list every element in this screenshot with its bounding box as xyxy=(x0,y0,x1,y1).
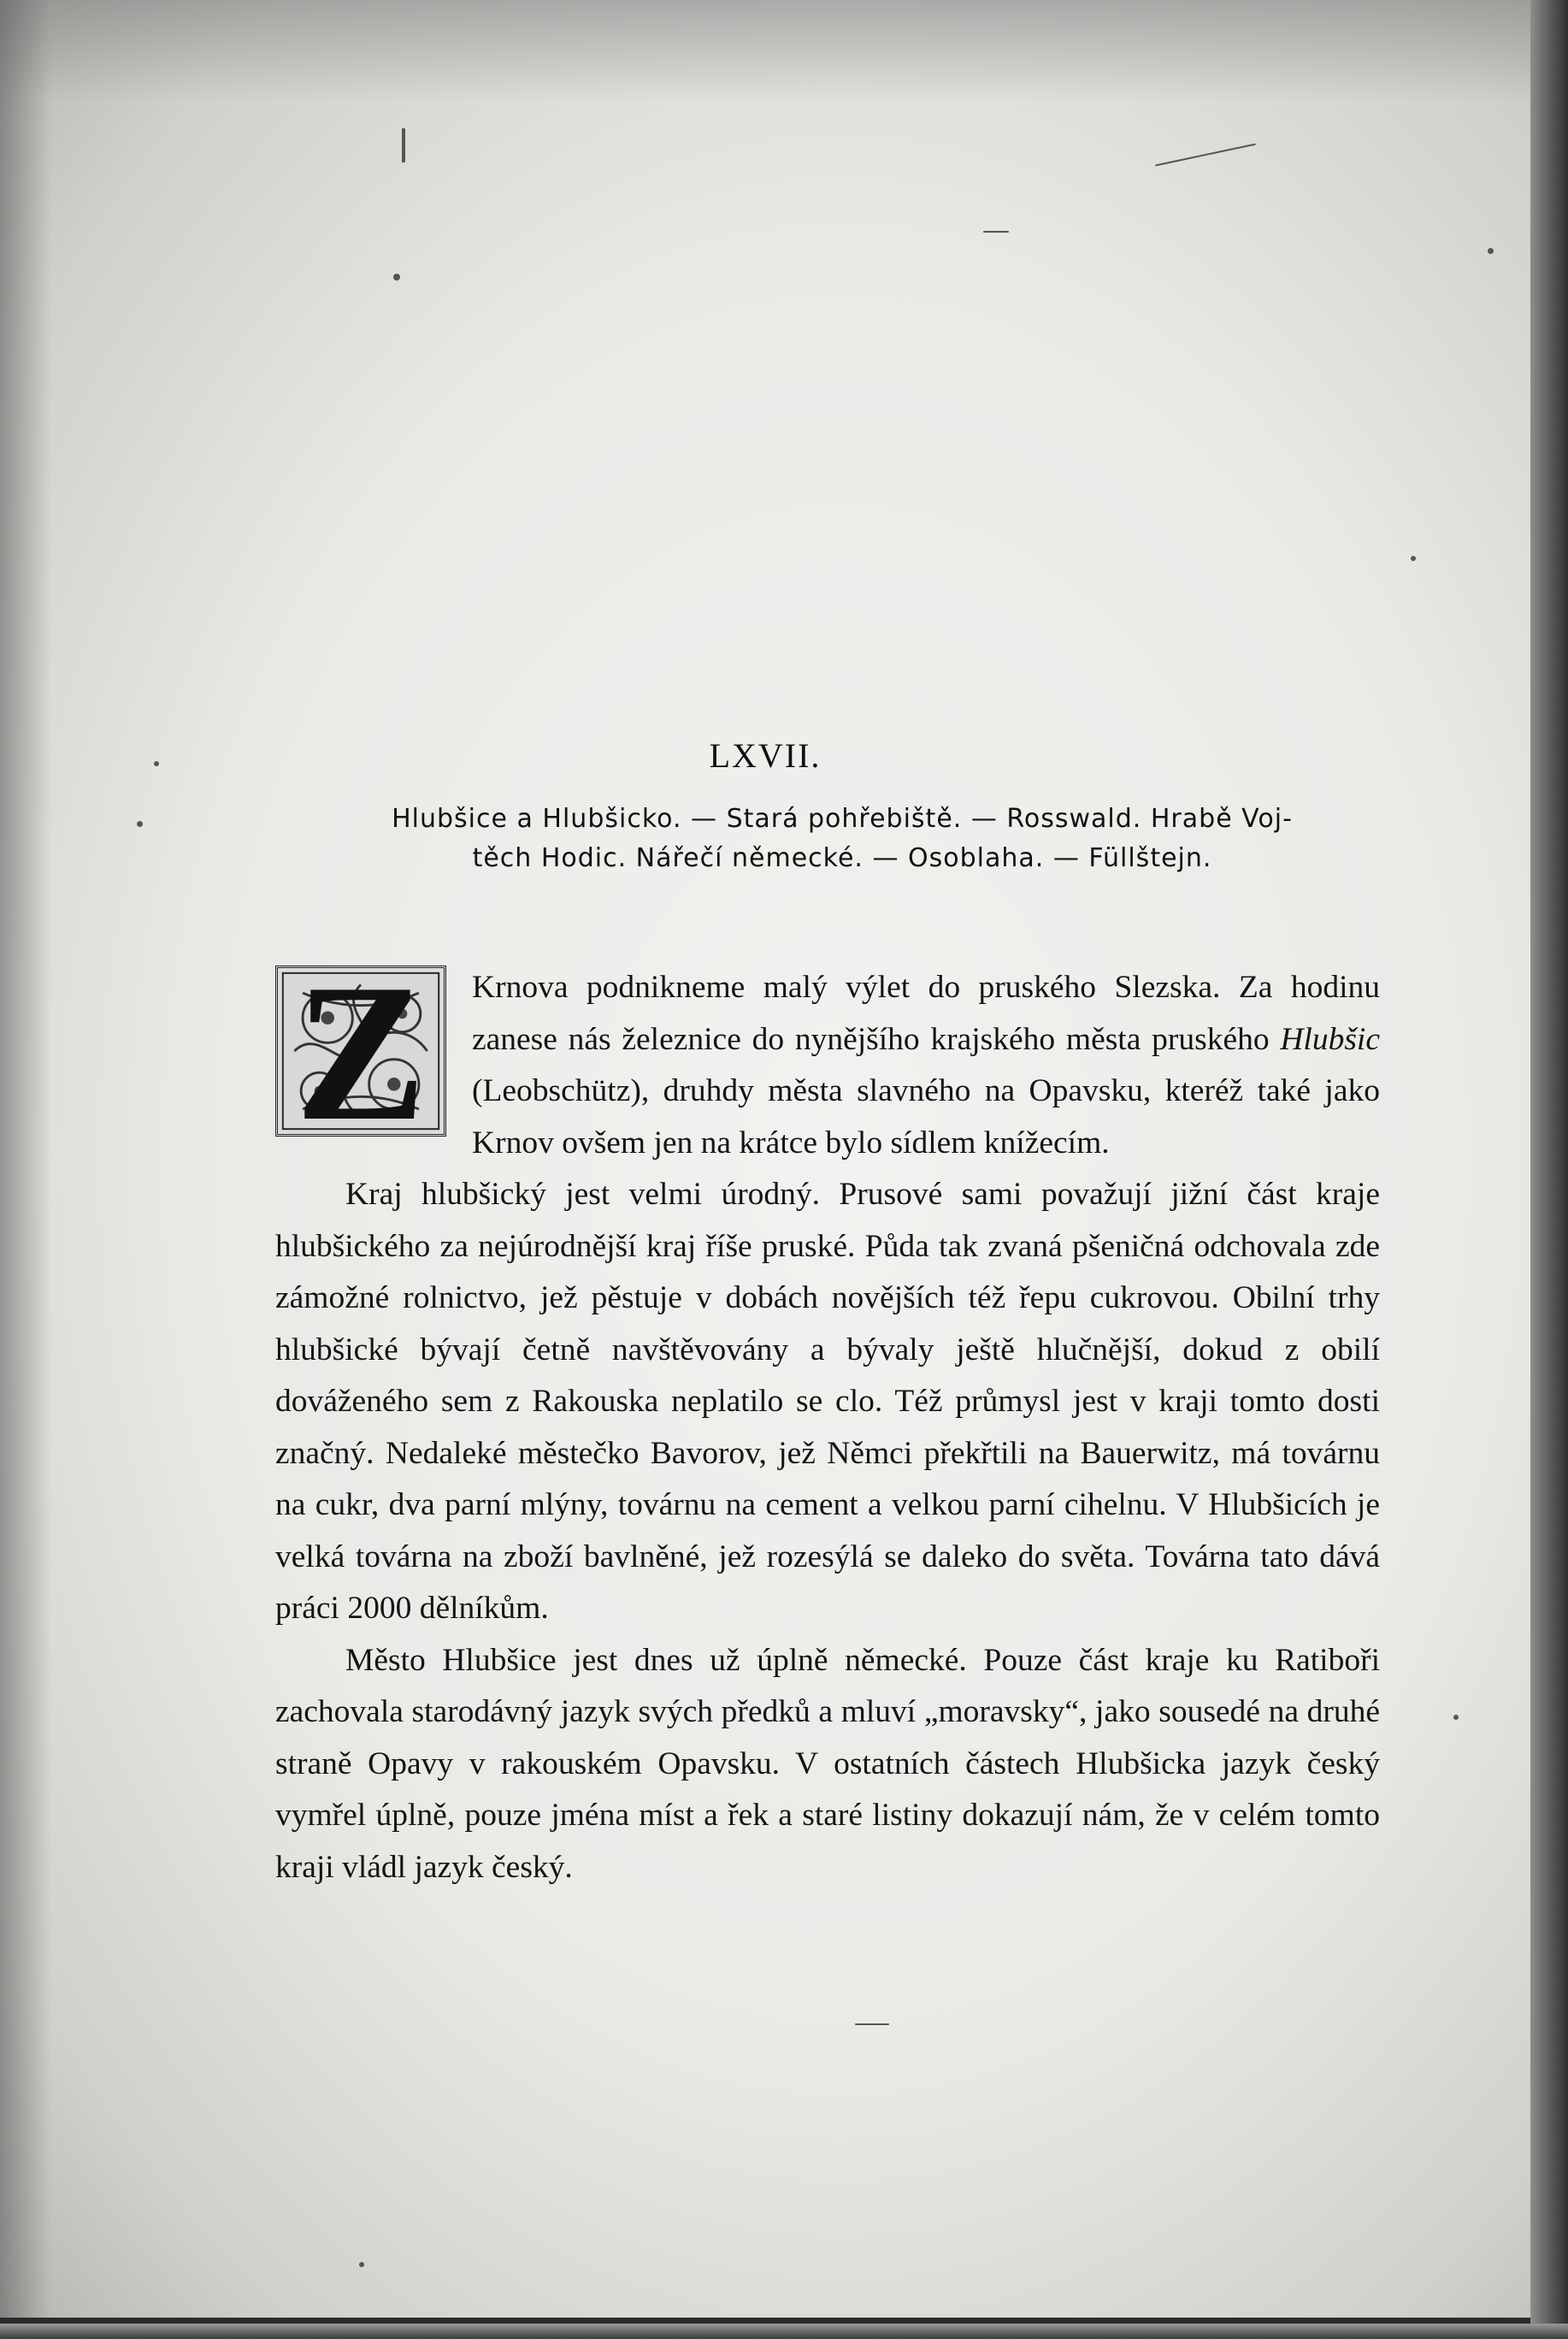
scan-speck xyxy=(1488,248,1494,254)
place-name-italic: Hlubšic xyxy=(1280,1021,1381,1057)
scan-speck xyxy=(1155,144,1256,167)
paragraph-2: Kraj hlubšický jest velmi úrodný. Prusové sami považují jižní část kraje hlubšického za nejúrodnější kraj říše pruské. Půda tak zvaná pšeničná odchovala zde zámožné rolnictvo, jež pěstuje v dobách novějších též řepu cukrovou. Obilní trhy hlubšické bývají četně navštěvovány a bývaly ještě hlučnější, dokud z obilí dováženého sem z Rakouska neplatilo se clo. Též průmysl jest v kraji tomto dosti značný. Nedaleké městečko Bavorov, jež Němci překřtili na Bauerwitz, má továrnu na cukr, dva parní mlýny, továrnu na cement a velkou parní cihelnu. V Hlubšicích je velká továrna na zboží bavlněné, jež rozesýlá se daleko do světa. Továrna tato dává práci 2000 dělníkům. xyxy=(275,1177,1380,1626)
scan-speck xyxy=(359,2262,364,2267)
scan-speck xyxy=(393,274,400,281)
scan-speck xyxy=(1411,556,1416,561)
chapter-subtitle xyxy=(274,800,1411,878)
scan-speck xyxy=(402,128,405,162)
paragraph-1 xyxy=(275,943,1381,1169)
scan-speck xyxy=(137,821,143,827)
chapter-number: LXVII. xyxy=(709,736,822,775)
ornamental-initial xyxy=(275,943,446,1161)
subtitle-line-2: těch Hodic. Nářečí německé. — Osoblaha. — Füllštejn. xyxy=(472,843,1212,873)
subtitle-line-1: Hlubšice a Hlubšicko. — Stará pohřebiště. — Rosswald. Hrabě Voj- xyxy=(392,804,1293,834)
chapter-body xyxy=(275,943,1381,1893)
scan-speck xyxy=(855,2023,889,2025)
scan-speck xyxy=(1453,1715,1459,1720)
paragraph-1-text-end: (Leobschütz), druhdy města slavného na Opavsku, kteréž také jako Krnov ovšem jen na krátce bylo sídlem knížecím. xyxy=(472,1073,1380,1161)
initial-letter: Z xyxy=(295,943,427,1161)
scan-speck xyxy=(983,231,1009,233)
paragraph-1-text-start: Krnova podnikneme malý výlet do pruského Slezska. Za hodinu zanese nás železnice do nynějšího krajského města pruského xyxy=(472,970,1380,1057)
paragraph-3: Město Hlubšice jest dnes už úplně německé. Pouze část kraje ku Ratiboři zachovala starodávný jazyk svých předků a mluví „moravsky“, jako sousedé na druhé straně Opavy v rakouském Opavsku. V ostatních částech Hlubšicka jazyk český vymřel úplně, pouze jména míst a řek a staré listiny dokazují nám, že v celém tomto kraji vládl jazyk český. xyxy=(275,1642,1380,1885)
page-top-shadow xyxy=(0,0,1530,103)
book-edge-bottom xyxy=(0,2324,1568,2339)
book-edge-right xyxy=(1530,0,1568,2339)
page-gutter-shadow xyxy=(0,0,51,2318)
